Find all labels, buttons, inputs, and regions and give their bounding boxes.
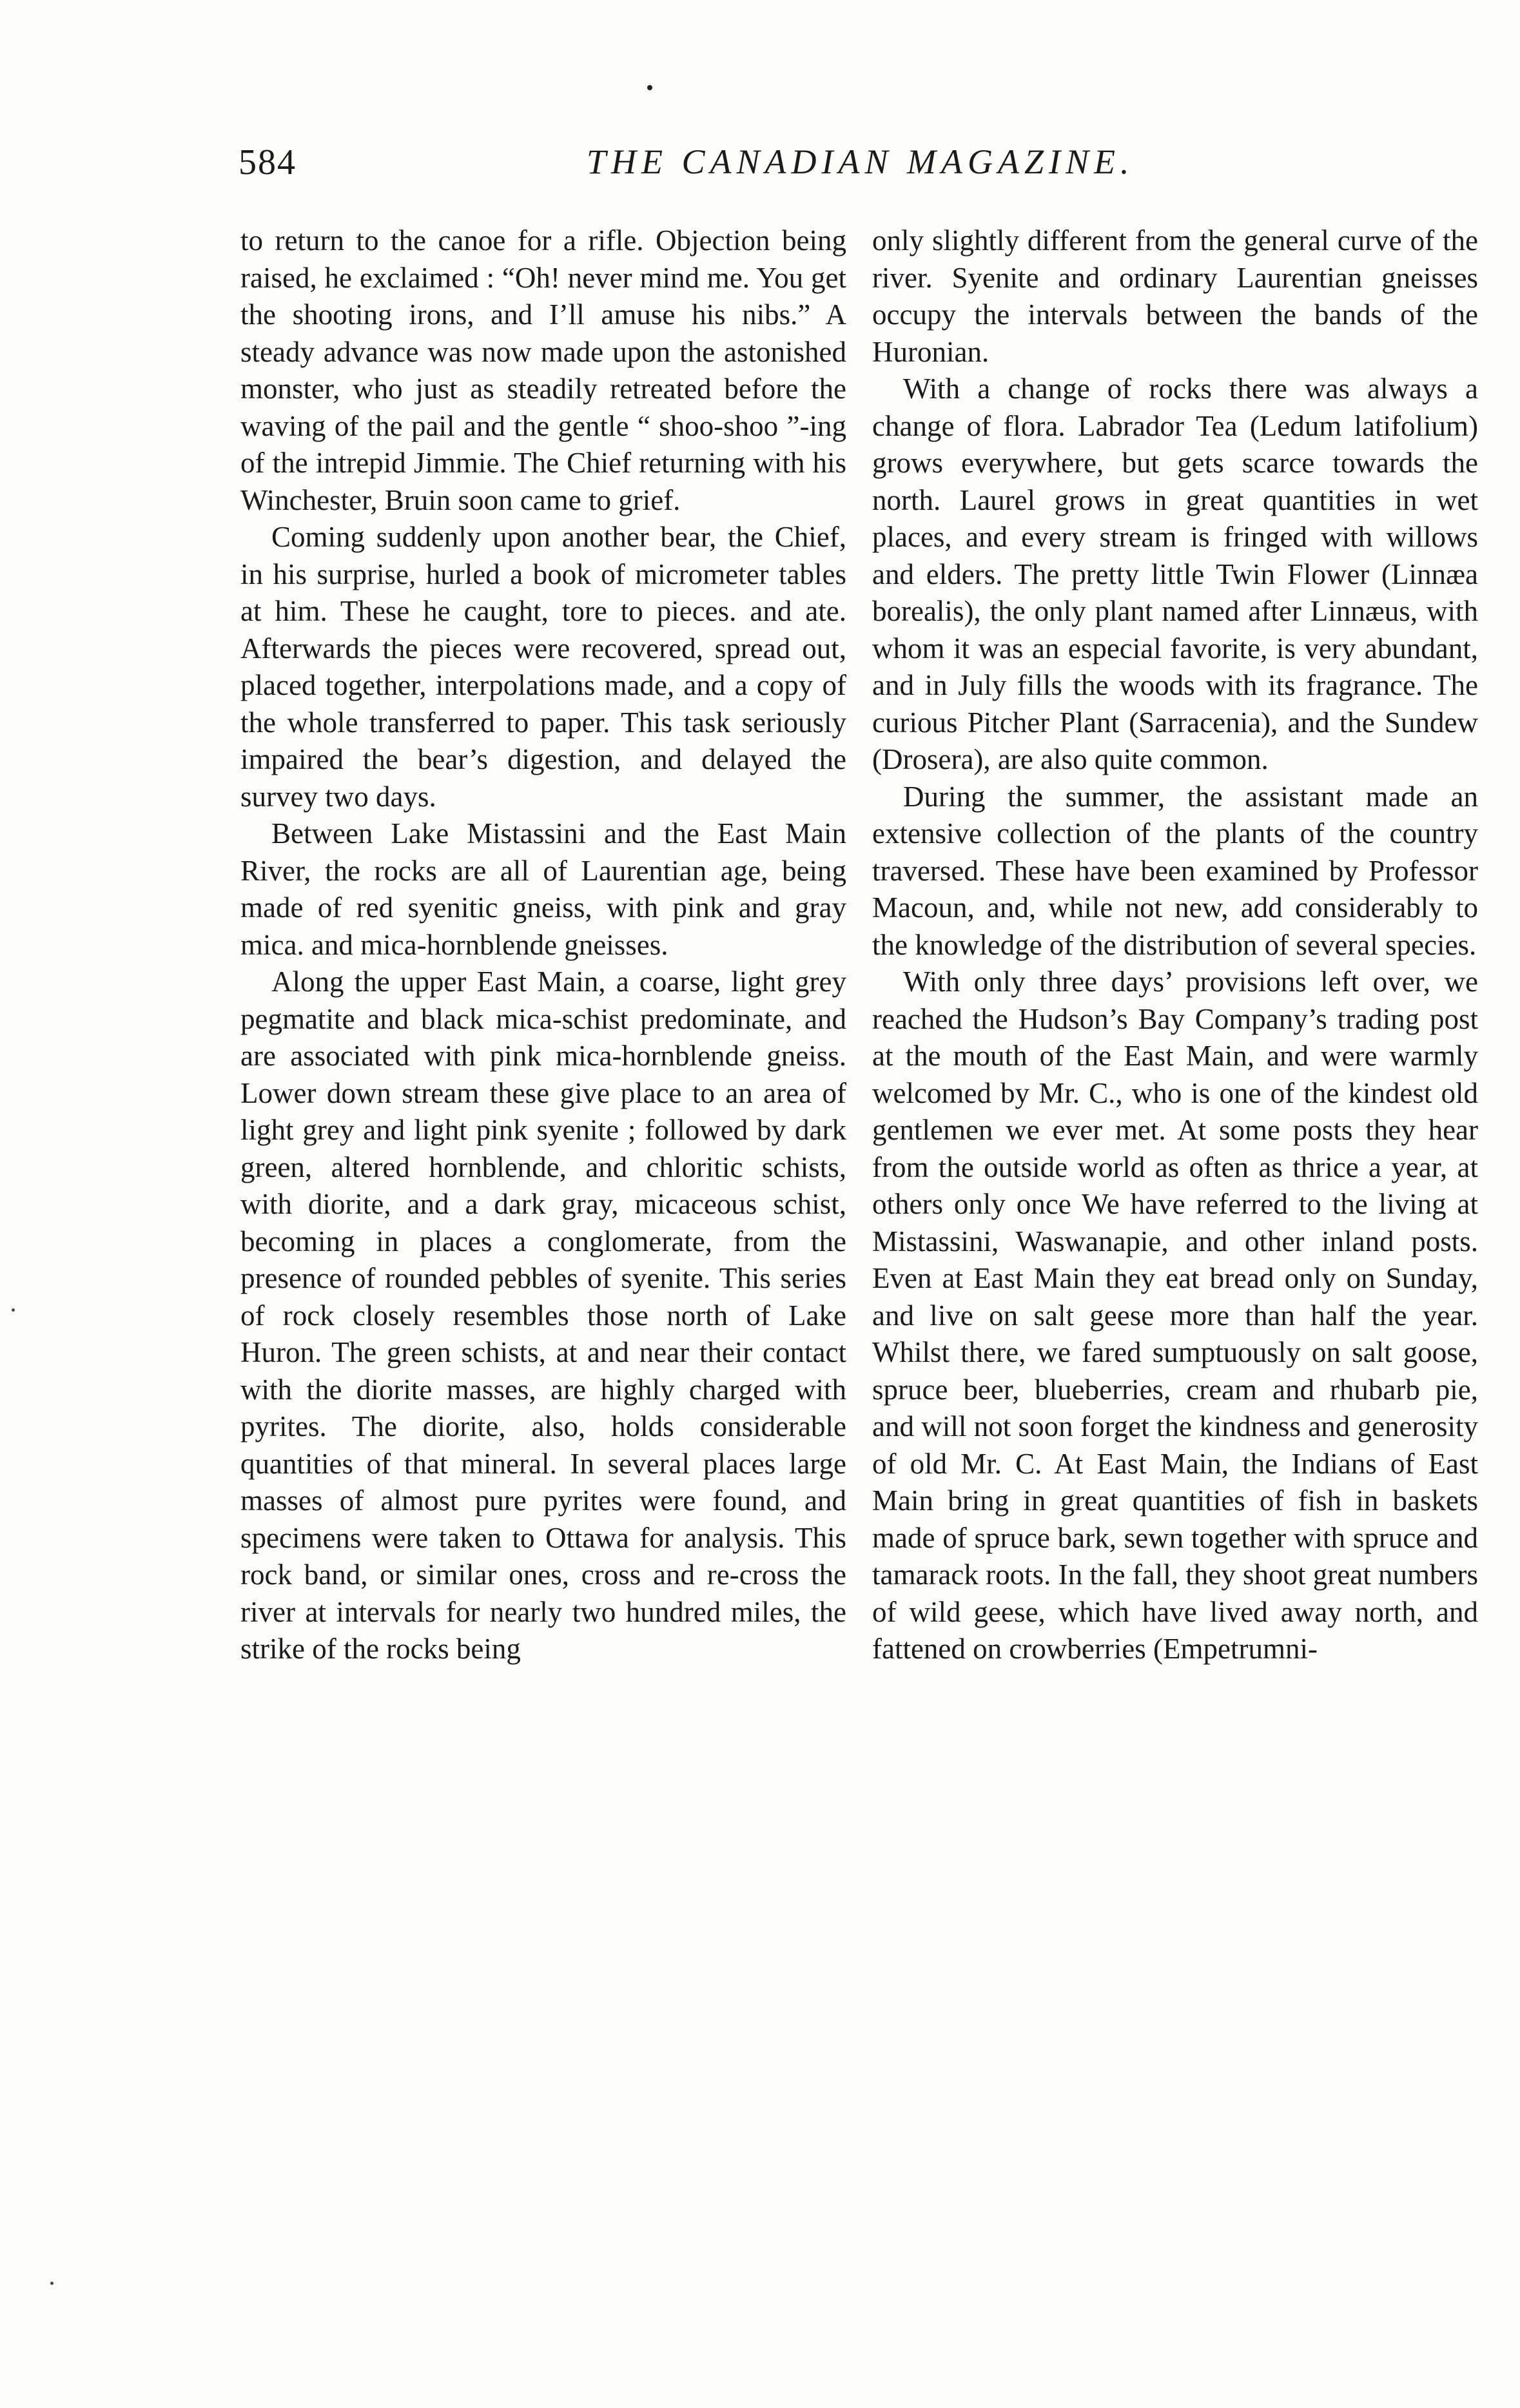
paragraph: With only three days’ provisions left over, we reached the Hudson’s Bay Company’s trading post at the mouth of the East Main, and were warmly welcomed by Mr. C., who is one of the kindest old gentlemen we ever met. At some posts they hear from the outside world as often as thrice a year, at others only once We have referred to the living at Mistassini, Waswanapie, and other inland posts. Even at East Main they eat bread only on Sunday, and live on salt geese more than half the year. Whilst there, we fared sumptuously on salt goose, spruce beer, blueberries, cream and rhubarb pie, and will not soon forget the kindness and generosity of old Mr. C. At East Main, the Indians of East Main bring in great quantities of fish in baskets made of spruce bark, sewn together with spruce and tamarack roots. In the fall, they shoot great numbers of wild geese, which have lived away north, and fattened on crowberries (Empetrumni- [872, 966, 1478, 1665]
margin-speck [50, 2282, 54, 2285]
paragraph: Between Lake Mistassini and the East Main River, the rocks are all of Laurentian age, being made of red syenitic gneiss, with pink and gray mica. and mica-hornblende gneisses. [240, 817, 846, 961]
margin-speck [12, 1308, 15, 1312]
paragraph: During the summer, the assistant made an extensive collection of the plants of the country traversed. These have been examined by Professor Macoun, and, while not new, add considerably to the knowledge of the distribution of several species. [872, 780, 1478, 961]
page-number: 584 [239, 142, 297, 182]
right-column [872, 222, 1478, 1668]
paragraph: With a change of rocks there was always a change of flora. Labrador Tea (Ledum latifolium) grows everywhere, but gets scarce towards the north. Laurel grows in great quantities in wet places, and every stream is fringed with willows and elders. The pretty little Twin Flower (Linnæa borealis), the only plant named after Linnæus, with whom it was an especial favorite, is very abundant, and in July fills the woods with its fragrance. The curious Pitcher Plant (Sarracenia), and the Sundew (Drosera), are also quite common. [872, 373, 1478, 775]
printer-mark [647, 85, 652, 90]
left-column [240, 222, 846, 1668]
paragraph: Coming suddenly upon another bear, the Chief, in his surprise, hurled a book of micrometer tables at him. These he caught, tore to pieces. and ate. Afterwards the pieces were recovered, spread out, placed together, interpolations made, and a copy of the whole transferred to paper. This task seriously impaired the bear’s digestion, and delayed the survey two days. [240, 521, 846, 813]
running-title: THE CANADIAN MAGAZINE. [587, 142, 1135, 181]
paragraph: to return to the canoe for a rifle. Objection being raised, he exclaimed : “Oh! never mind me. You get the shooting irons, and I’ll amuse his nibs.” A steady advance was now made upon the astonished monster, who just as steadily retreated before the waving of the pail and the gentle “ shoo-shoo ”-ing of the intrepid Jimmie. The Chief returning with his Winchester, Bruin soon came to grief. [240, 224, 846, 516]
paragraph: only slightly different from the general curve of the river. Syenite and ordinary Laurentian gneisses occupy the intervals between the bands of the Huronian. [872, 224, 1478, 368]
page-header [239, 142, 1386, 193]
paragraph: Along the upper East Main, a coarse, light grey pegmatite and black mica-schist predominate, and are associated with pink mica-hornblende gneiss. Lower down stream these give place to an area of light grey and light pink syenite ; followed by dark green, altered hornblende, and chloritic schists, with diorite, and a dark gray, micaceous schist, becoming in places a conglomerate, from the presence of rounded pebbles of syenite. This series of rock closely resembles those north of Lake Huron. The green schists, at and near their contact with the diorite masses, are highly charged with pyrites. The diorite, also, holds considerable quantities of that mineral. In several places large masses of almost pure pyrites were found, and specimens were taken to Ottawa for analysis. This rock band, or similar ones, cross and re-cross the river at intervals for nearly two hundred miles, the strike of the rocks being [240, 966, 846, 1665]
